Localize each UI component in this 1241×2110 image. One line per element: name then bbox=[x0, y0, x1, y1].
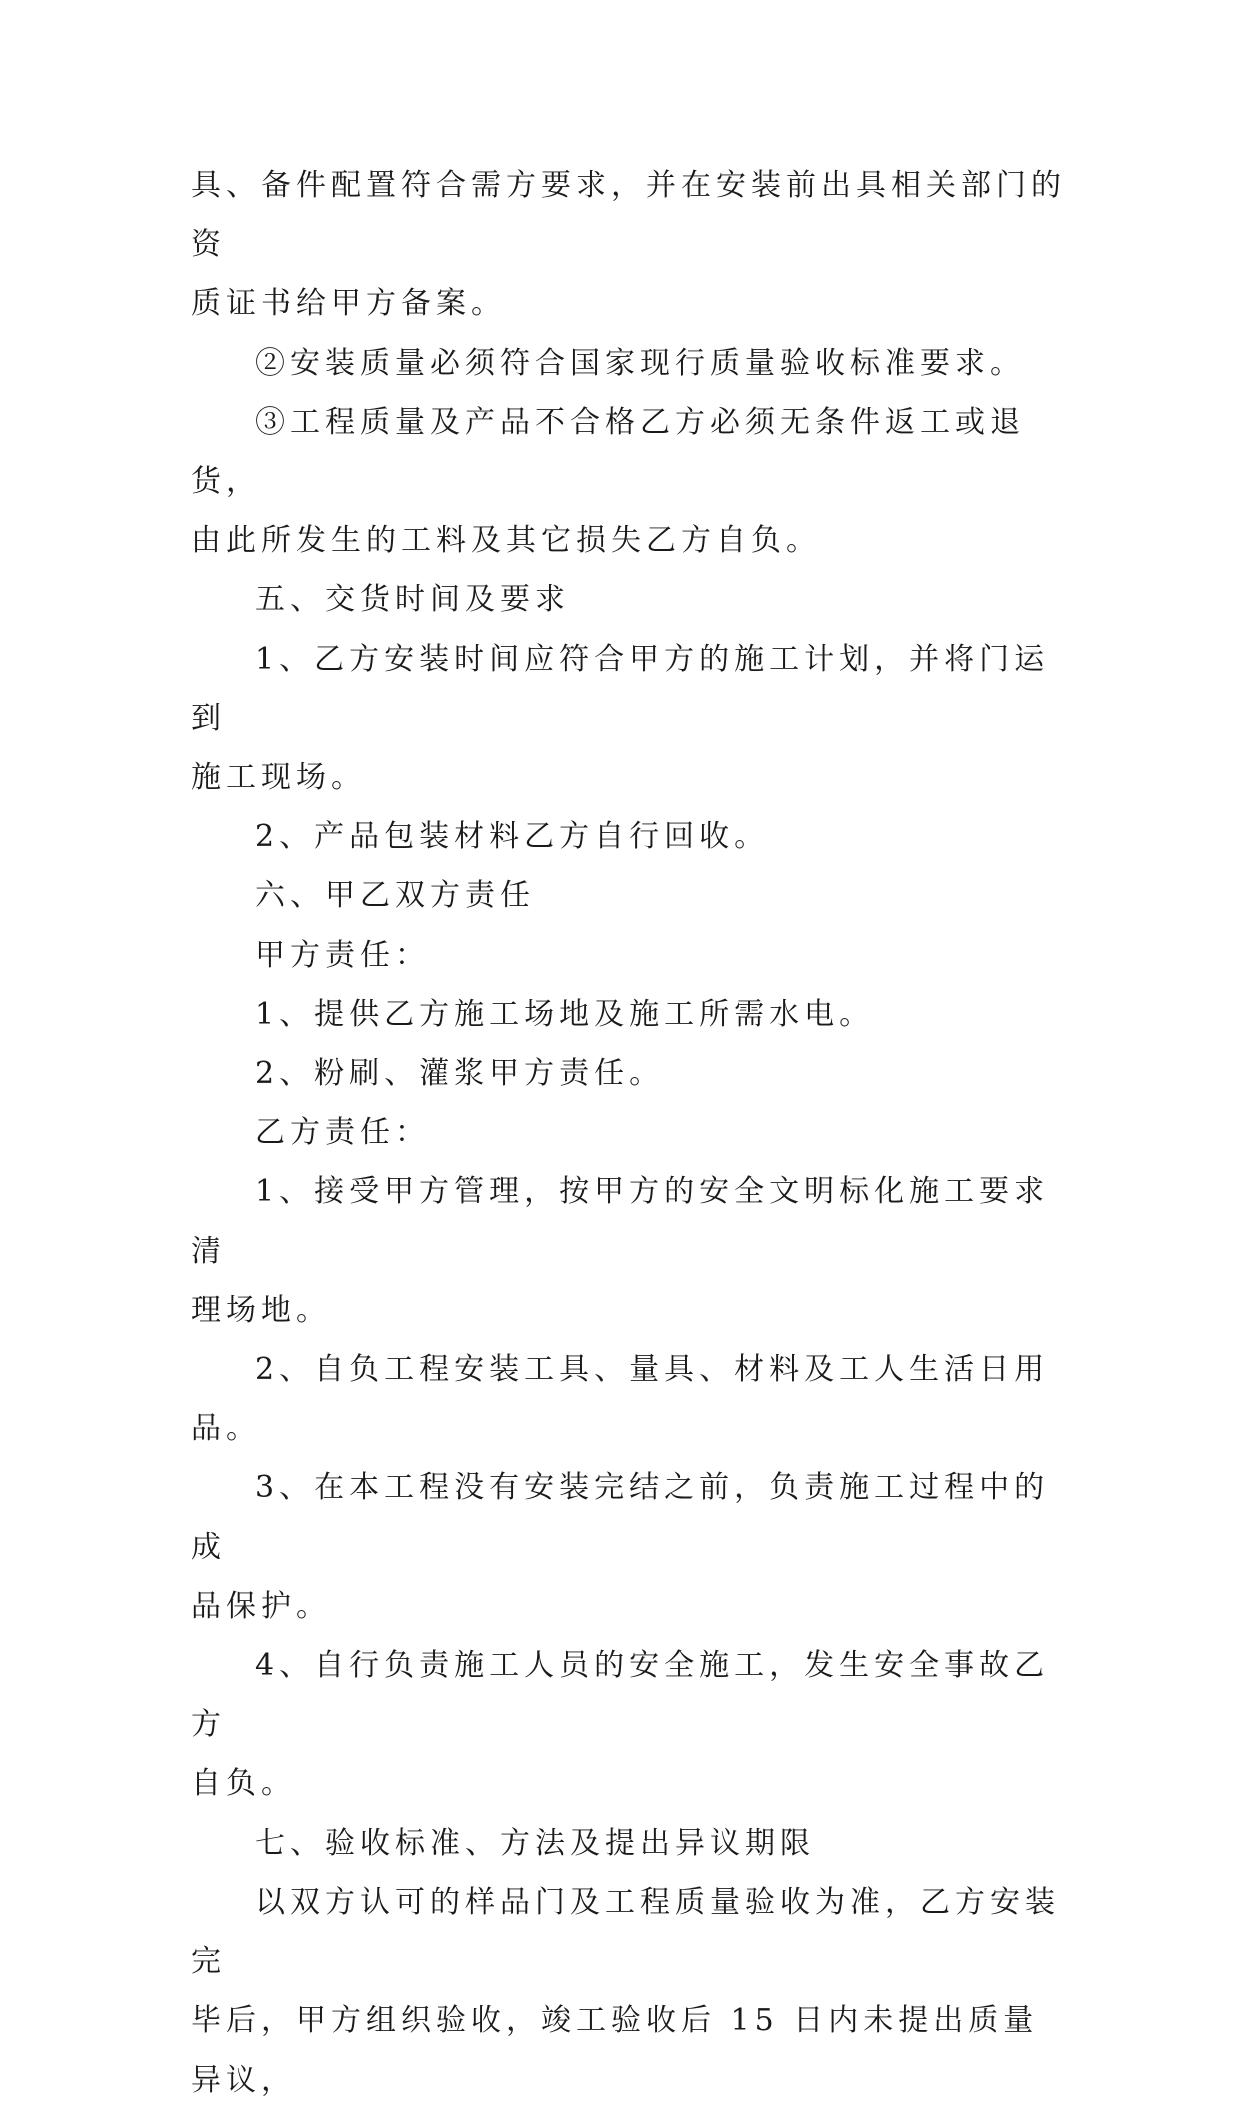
paragraph bbox=[191, 1044, 1071, 1103]
line: 2、粉刷、灌浆甲方责任。 bbox=[255, 1056, 665, 1092]
subheading bbox=[191, 926, 1071, 985]
line: 由此所发生的工料及其它损失乙方自负。 bbox=[191, 523, 821, 559]
line: 4、自行负责施工人员的安全施工，发生安全事故乙方 bbox=[191, 1648, 1050, 1743]
paragraph bbox=[191, 1162, 1071, 1340]
line: 具、备件配置符合需方要求，并在安装前出具相关部门的资 bbox=[191, 168, 1066, 263]
line: 乙方责任： bbox=[255, 1115, 430, 1151]
paragraph bbox=[191, 156, 1071, 334]
line: 品保护。 bbox=[191, 1588, 331, 1624]
line: 2、产品包装材料乙方自行回收。 bbox=[255, 819, 770, 855]
line: 五、交货时间及要求 bbox=[255, 582, 570, 618]
paragraph bbox=[191, 1458, 1071, 1636]
line: 自负。 bbox=[191, 1766, 296, 1802]
section-heading bbox=[191, 570, 1071, 629]
document-body bbox=[191, 156, 1071, 2110]
line: 以双方认可的样品门及工程质量验收为准，乙方安装完 bbox=[191, 1884, 1060, 1980]
line: 理场地。 bbox=[191, 1292, 331, 1328]
line: 施工现场。 bbox=[191, 760, 366, 796]
line: 1、提供乙方施工场地及施工所需水电。 bbox=[255, 996, 875, 1032]
line: 2、自负工程安装工具、量具、材料及工人生活日用品。 bbox=[191, 1352, 1050, 1447]
line: 甲方责任： bbox=[255, 937, 430, 973]
line: ③工程质量及产品不合格乙方必须无条件返工或退货， bbox=[191, 404, 1025, 500]
paragraph bbox=[191, 334, 1071, 393]
section-heading bbox=[191, 1814, 1071, 1873]
paragraph bbox=[191, 807, 1071, 866]
line: 3、在本工程没有安装完结之前，负责施工过程中的成 bbox=[191, 1470, 1050, 1565]
line: 六、甲乙双方责任 bbox=[255, 878, 535, 914]
line: 毕后，甲方组织验收，竣工验收后 15 日内未提出质量异议， bbox=[191, 2003, 1039, 2098]
paragraph bbox=[191, 1340, 1071, 1458]
line: ②安装质量必须符合国家现行质量验收标准要求。 bbox=[255, 345, 1025, 381]
paragraph bbox=[191, 1636, 1071, 1814]
line: 七、验收标准、方法及提出异议期限 bbox=[255, 1825, 815, 1861]
paragraph bbox=[191, 630, 1071, 808]
paragraph bbox=[191, 393, 1071, 571]
line: 1、乙方安装时间应符合甲方的施工计划，并将门运到 bbox=[191, 641, 1050, 736]
section-heading bbox=[191, 866, 1071, 925]
line: 1、接受甲方管理，按甲方的安全文明标化施工要求清 bbox=[191, 1174, 1050, 1269]
line: 质证书给甲方备案。 bbox=[191, 286, 506, 322]
paragraph bbox=[191, 1873, 1071, 2110]
subheading bbox=[191, 1103, 1071, 1162]
paragraph bbox=[191, 985, 1071, 1044]
